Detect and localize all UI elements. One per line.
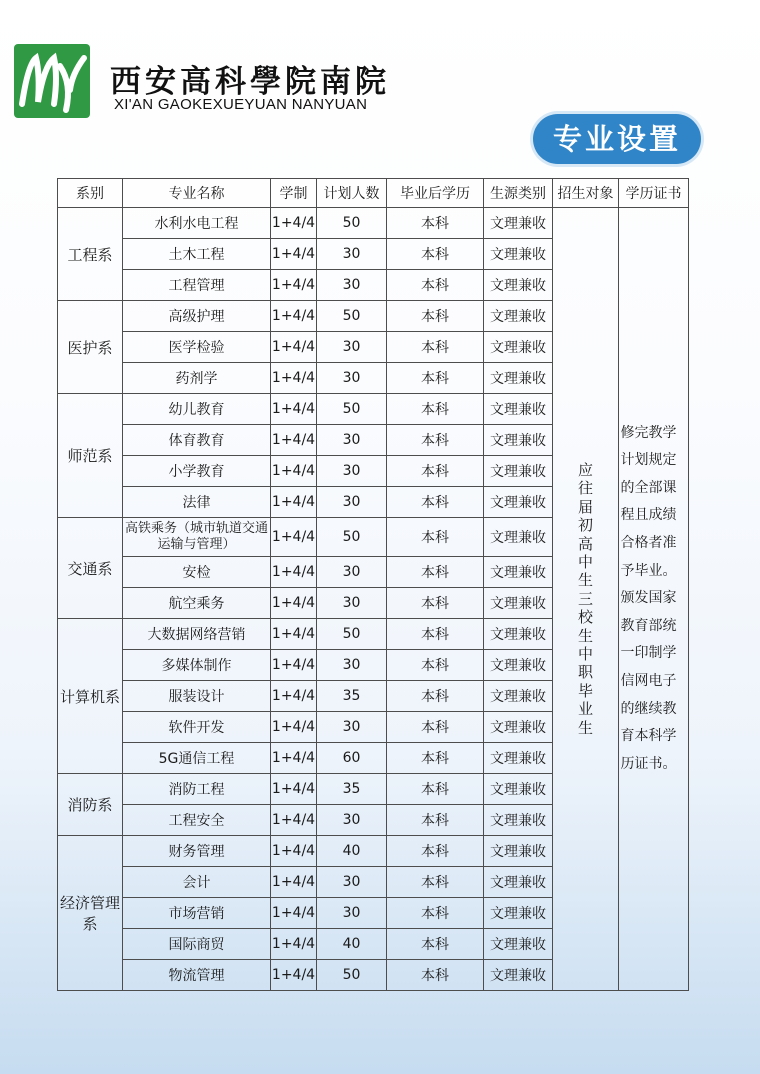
degree-cell: 本科 <box>387 898 484 929</box>
duration-cell: 1+4/4 <box>271 239 317 270</box>
department-cell: 计算机系 <box>58 619 123 774</box>
section-badge: 专业设置 <box>533 114 701 164</box>
major-name-cell: 体育教育 <box>123 425 271 456</box>
major-name-cell: 工程安全 <box>123 805 271 836</box>
degree-cell: 本科 <box>387 929 484 960</box>
plan-count-cell: 50 <box>317 619 387 650</box>
source-type-cell: 文理兼收 <box>484 239 553 270</box>
column-header: 学制 <box>271 179 317 208</box>
plan-count-cell: 30 <box>317 867 387 898</box>
enrollment-target-cell <box>553 208 619 991</box>
source-type-cell: 文理兼收 <box>484 301 553 332</box>
duration-cell: 1+4/4 <box>271 774 317 805</box>
school-logo-icon <box>14 44 90 118</box>
table-body <box>58 208 689 991</box>
department-cell: 交通系 <box>58 518 123 619</box>
duration-cell: 1+4/4 <box>271 712 317 743</box>
column-header: 系别 <box>58 179 123 208</box>
duration-cell: 1+4/4 <box>271 588 317 619</box>
major-name-cell: 服装设计 <box>123 681 271 712</box>
department-cell: 师范系 <box>58 394 123 518</box>
degree-cell: 本科 <box>387 712 484 743</box>
source-type-cell: 文理兼收 <box>484 960 553 991</box>
major-name-cell: 水利水电工程 <box>123 208 271 239</box>
source-type-cell: 文理兼收 <box>484 425 553 456</box>
major-name-cell: 软件开发 <box>123 712 271 743</box>
degree-cell: 本科 <box>387 425 484 456</box>
column-header: 专业名称 <box>123 179 271 208</box>
plan-count-cell: 35 <box>317 681 387 712</box>
duration-cell: 1+4/4 <box>271 487 317 518</box>
duration-cell: 1+4/4 <box>271 456 317 487</box>
duration-cell: 1+4/4 <box>271 805 317 836</box>
duration-cell: 1+4/4 <box>271 332 317 363</box>
source-type-cell: 文理兼收 <box>484 929 553 960</box>
plan-count-cell: 60 <box>317 743 387 774</box>
source-type-cell: 文理兼收 <box>484 518 553 557</box>
source-type-cell: 文理兼收 <box>484 332 553 363</box>
plan-count-cell: 30 <box>317 425 387 456</box>
major-name-cell: 大数据网络营销 <box>123 619 271 650</box>
major-name-cell: 会计 <box>123 867 271 898</box>
duration-cell: 1+4/4 <box>271 208 317 239</box>
source-type-cell: 文理兼收 <box>484 805 553 836</box>
plan-count-cell: 35 <box>317 774 387 805</box>
plan-count-cell: 30 <box>317 557 387 588</box>
duration-cell: 1+4/4 <box>271 270 317 301</box>
certificate-text: 修完教学计划规定的全部课程且成绩合格者准予毕业。颁发国家教育部统一印制学信网电子的继续教育本科学历证书。 <box>620 424 677 772</box>
department-cell: 经济管理系 <box>58 836 123 991</box>
plan-count-cell: 30 <box>317 650 387 681</box>
degree-cell: 本科 <box>387 960 484 991</box>
department-cell: 消防系 <box>58 774 123 836</box>
source-type-cell: 文理兼收 <box>484 619 553 650</box>
plan-count-cell: 30 <box>317 805 387 836</box>
degree-cell: 本科 <box>387 867 484 898</box>
degree-cell: 本科 <box>387 805 484 836</box>
source-type-cell: 文理兼收 <box>484 456 553 487</box>
degree-cell: 本科 <box>387 743 484 774</box>
source-type-cell: 文理兼收 <box>484 650 553 681</box>
table-row <box>58 208 689 239</box>
degree-cell: 本科 <box>387 208 484 239</box>
degree-cell: 本科 <box>387 557 484 588</box>
major-name-cell: 多媒体制作 <box>123 650 271 681</box>
column-header: 生源类别 <box>484 179 553 208</box>
duration-cell: 1+4/4 <box>271 619 317 650</box>
major-name-cell: 工程管理 <box>123 270 271 301</box>
department-cell: 医护系 <box>58 301 123 394</box>
plan-count-cell: 50 <box>317 301 387 332</box>
degree-cell: 本科 <box>387 394 484 425</box>
major-name-cell: 航空乘务 <box>123 588 271 619</box>
major-name-cell: 高铁乘务（城市轨道交通运输与管理） <box>123 518 271 557</box>
major-name-cell: 药剂学 <box>123 363 271 394</box>
plan-count-cell: 30 <box>317 332 387 363</box>
major-name-cell: 消防工程 <box>123 774 271 805</box>
department-cell: 工程系 <box>58 208 123 301</box>
plan-count-cell: 30 <box>317 487 387 518</box>
plan-count-cell: 30 <box>317 898 387 929</box>
source-type-cell: 文理兼收 <box>484 867 553 898</box>
enrollment-target-text: 应往届初高中生三校生中职毕业生 <box>577 460 593 737</box>
plan-count-cell: 50 <box>317 394 387 425</box>
source-type-cell: 文理兼收 <box>484 743 553 774</box>
duration-cell: 1+4/4 <box>271 363 317 394</box>
duration-cell: 1+4/4 <box>271 518 317 557</box>
duration-cell: 1+4/4 <box>271 898 317 929</box>
plan-count-cell: 50 <box>317 518 387 557</box>
source-type-cell: 文理兼收 <box>484 557 553 588</box>
duration-cell: 1+4/4 <box>271 836 317 867</box>
column-header: 招生对象 <box>553 179 619 208</box>
school-name-en: XI'AN GAOKEXUEYUAN NANYUAN <box>114 96 368 113</box>
major-name-cell: 5G通信工程 <box>123 743 271 774</box>
plan-count-cell: 30 <box>317 456 387 487</box>
degree-cell: 本科 <box>387 332 484 363</box>
major-name-cell: 土木工程 <box>123 239 271 270</box>
degree-cell: 本科 <box>387 456 484 487</box>
degree-cell: 本科 <box>387 681 484 712</box>
degree-cell: 本科 <box>387 619 484 650</box>
major-name-cell: 财务管理 <box>123 836 271 867</box>
duration-cell: 1+4/4 <box>271 743 317 774</box>
major-name-cell: 安检 <box>123 557 271 588</box>
major-name-cell: 小学教育 <box>123 456 271 487</box>
plan-count-cell: 50 <box>317 960 387 991</box>
source-type-cell: 文理兼收 <box>484 270 553 301</box>
degree-cell: 本科 <box>387 239 484 270</box>
degree-cell: 本科 <box>387 270 484 301</box>
major-name-cell: 物流管理 <box>123 960 271 991</box>
duration-cell: 1+4/4 <box>271 681 317 712</box>
degree-cell: 本科 <box>387 588 484 619</box>
table-header-row <box>58 179 689 208</box>
plan-count-cell: 30 <box>317 363 387 394</box>
certificate-cell <box>619 208 689 991</box>
major-name-cell: 国际商贸 <box>123 929 271 960</box>
plan-count-cell: 50 <box>317 208 387 239</box>
duration-cell: 1+4/4 <box>271 650 317 681</box>
column-header: 计划人数 <box>317 179 387 208</box>
source-type-cell: 文理兼收 <box>484 681 553 712</box>
degree-cell: 本科 <box>387 301 484 332</box>
major-name-cell: 法律 <box>123 487 271 518</box>
source-type-cell: 文理兼收 <box>484 836 553 867</box>
degree-cell: 本科 <box>387 836 484 867</box>
major-name-cell: 高级护理 <box>123 301 271 332</box>
duration-cell: 1+4/4 <box>271 960 317 991</box>
source-type-cell: 文理兼收 <box>484 363 553 394</box>
source-type-cell: 文理兼收 <box>484 774 553 805</box>
duration-cell: 1+4/4 <box>271 425 317 456</box>
duration-cell: 1+4/4 <box>271 301 317 332</box>
major-name-cell: 医学检验 <box>123 332 271 363</box>
plan-count-cell: 30 <box>317 239 387 270</box>
majors-table <box>57 178 689 991</box>
degree-cell: 本科 <box>387 518 484 557</box>
degree-cell: 本科 <box>387 487 484 518</box>
degree-cell: 本科 <box>387 363 484 394</box>
duration-cell: 1+4/4 <box>271 557 317 588</box>
major-name-cell: 幼儿教育 <box>123 394 271 425</box>
source-type-cell: 文理兼收 <box>484 487 553 518</box>
duration-cell: 1+4/4 <box>271 394 317 425</box>
plan-count-cell: 40 <box>317 929 387 960</box>
plan-count-cell: 30 <box>317 712 387 743</box>
school-name-cn: 西安高科學院南院 <box>110 64 390 100</box>
source-type-cell: 文理兼收 <box>484 712 553 743</box>
plan-count-cell: 40 <box>317 836 387 867</box>
degree-cell: 本科 <box>387 774 484 805</box>
header <box>0 0 760 170</box>
source-type-cell: 文理兼收 <box>484 898 553 929</box>
plan-count-cell: 30 <box>317 270 387 301</box>
source-type-cell: 文理兼收 <box>484 394 553 425</box>
degree-cell: 本科 <box>387 650 484 681</box>
column-header: 学历证书 <box>619 179 689 208</box>
major-name-cell: 市场营销 <box>123 898 271 929</box>
source-type-cell: 文理兼收 <box>484 588 553 619</box>
duration-cell: 1+4/4 <box>271 929 317 960</box>
plan-count-cell: 30 <box>317 588 387 619</box>
source-type-cell: 文理兼收 <box>484 208 553 239</box>
column-header: 毕业后学历 <box>387 179 484 208</box>
duration-cell: 1+4/4 <box>271 867 317 898</box>
